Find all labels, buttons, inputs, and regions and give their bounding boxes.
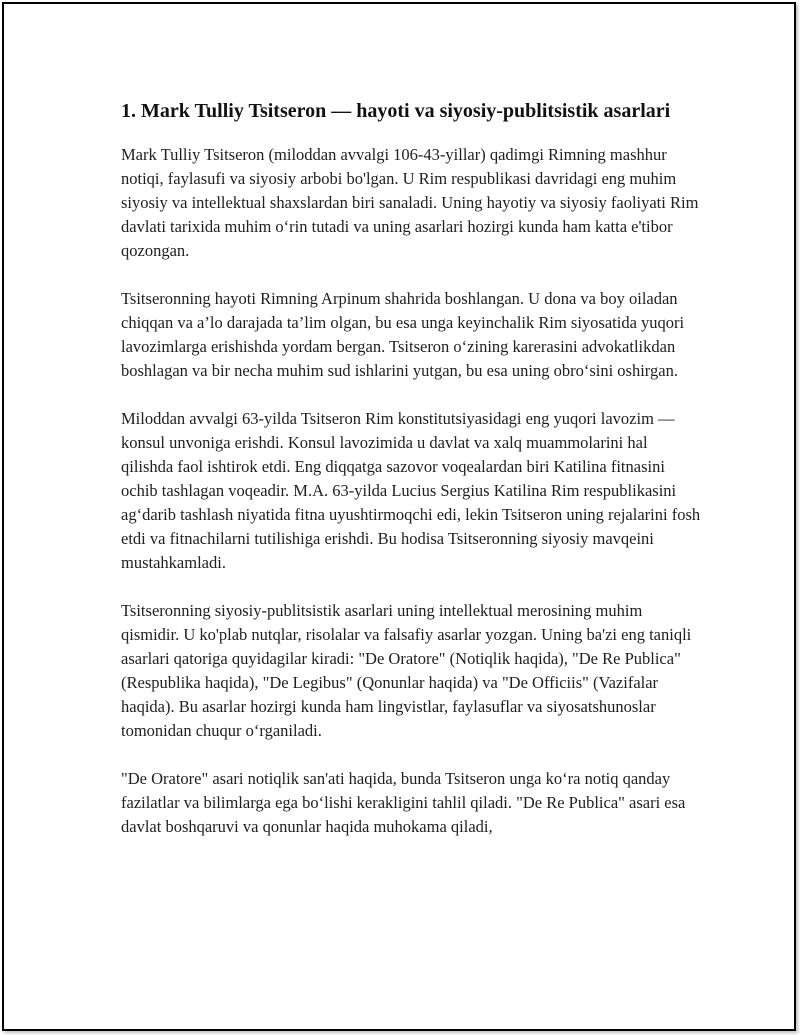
paragraph-4: Tsitseronning siyosiy-publitsistik asarlari uning intellektual merosining muhim qismidir. U ko'plab nutqlar, risolalar va falsafiy asarlar yozgan. Uning ba'zi eng taniqli asarlari qatoriga quyidagilar kiradi: "De Oratore" (Notiqlik haqida), "De Re Publica" (Respublika haqida), "De Legibus" (Qonunlar haqida) va "De Officiis" (Vazifalar haqida). Bu asarlar hozirgi kunda ham lingvistlar, faylasuflar va siyosatshunoslar tomonidan chuqur o‘rganiladi. xyxy=(121,601,692,740)
paragraph-2: Tsitseronning hayoti Rimning Arpinum shahrida boshlangan. U dona va boy oiladan chiqqan va a’lo darajada ta’lim olgan, bu esa unga keyinchalik Rim siyosatida yuqori lavozimlarga erishishda yordam bergan. Tsitseron o‘zining karerasini advokatlikdan boshlagan va bir necha muhim sud ishlarini yutgan, bu esa uning obro‘sini oshirgan. xyxy=(121,289,685,380)
document-body xyxy=(121,98,701,863)
paragraph-5: "De Oratore" asari notiqlik san'ati haqida, bunda Tsitseron unga ko‘ra notiq qanday fazilatlar va bilimlarga ega bo‘lishi kerakligini tahlil qiladi. "De Re Publica" asari esa davlat boshqaruvi va qonunlar haqida muhokama qiladi, xyxy=(121,769,686,836)
document-page xyxy=(2,2,796,1031)
paragraph-1: Mark Tulliy Tsitseron (miloddan avvalgi 106-43-yillar) qadimgi Rimning mashhur notiqi, faylasufi va siyosiy arbobi bo'lgan. U Rim respublikasi davridagi eng muhim siyosiy va intellektual shaxslardan biri sanaladi. Uning hayotiy va siyosiy faoliyati Rim davlati tarixida muhim o‘rin tutadi va uning asarlari hozirgi kunda ham katta e'tibor qozongan. xyxy=(121,145,699,260)
paragraph-3: Miloddan avvalgi 63-yilda Tsitseron Rim konstitutsiyasidagi eng yuqori lavozim — konsul unvoniga erishdi. Konsul lavozimida u davlat va xalq muammolarini hal qilishda faol ishtirok etdi. Eng diqqatga sazovor voqealardan biri Katilina fitnasini ochib tashlagan voqeadir. M.A. 63-yilda Lucius Sergius Katilina Rim respublikasini ag‘darib tashlash niyatida fitna uyushtirmoqchi edi, lekin Tsitseron uning rejalarini fosh etdi va fitnachilarni tutilishiga erishdi. Bu hodisa Tsitseronning siyosiy mavqeini mustahkamladi. xyxy=(121,409,701,572)
document-title: 1. Mark Tulliy Tsitseron — hayoti va siyosiy-publitsistik asarlari xyxy=(121,100,671,122)
